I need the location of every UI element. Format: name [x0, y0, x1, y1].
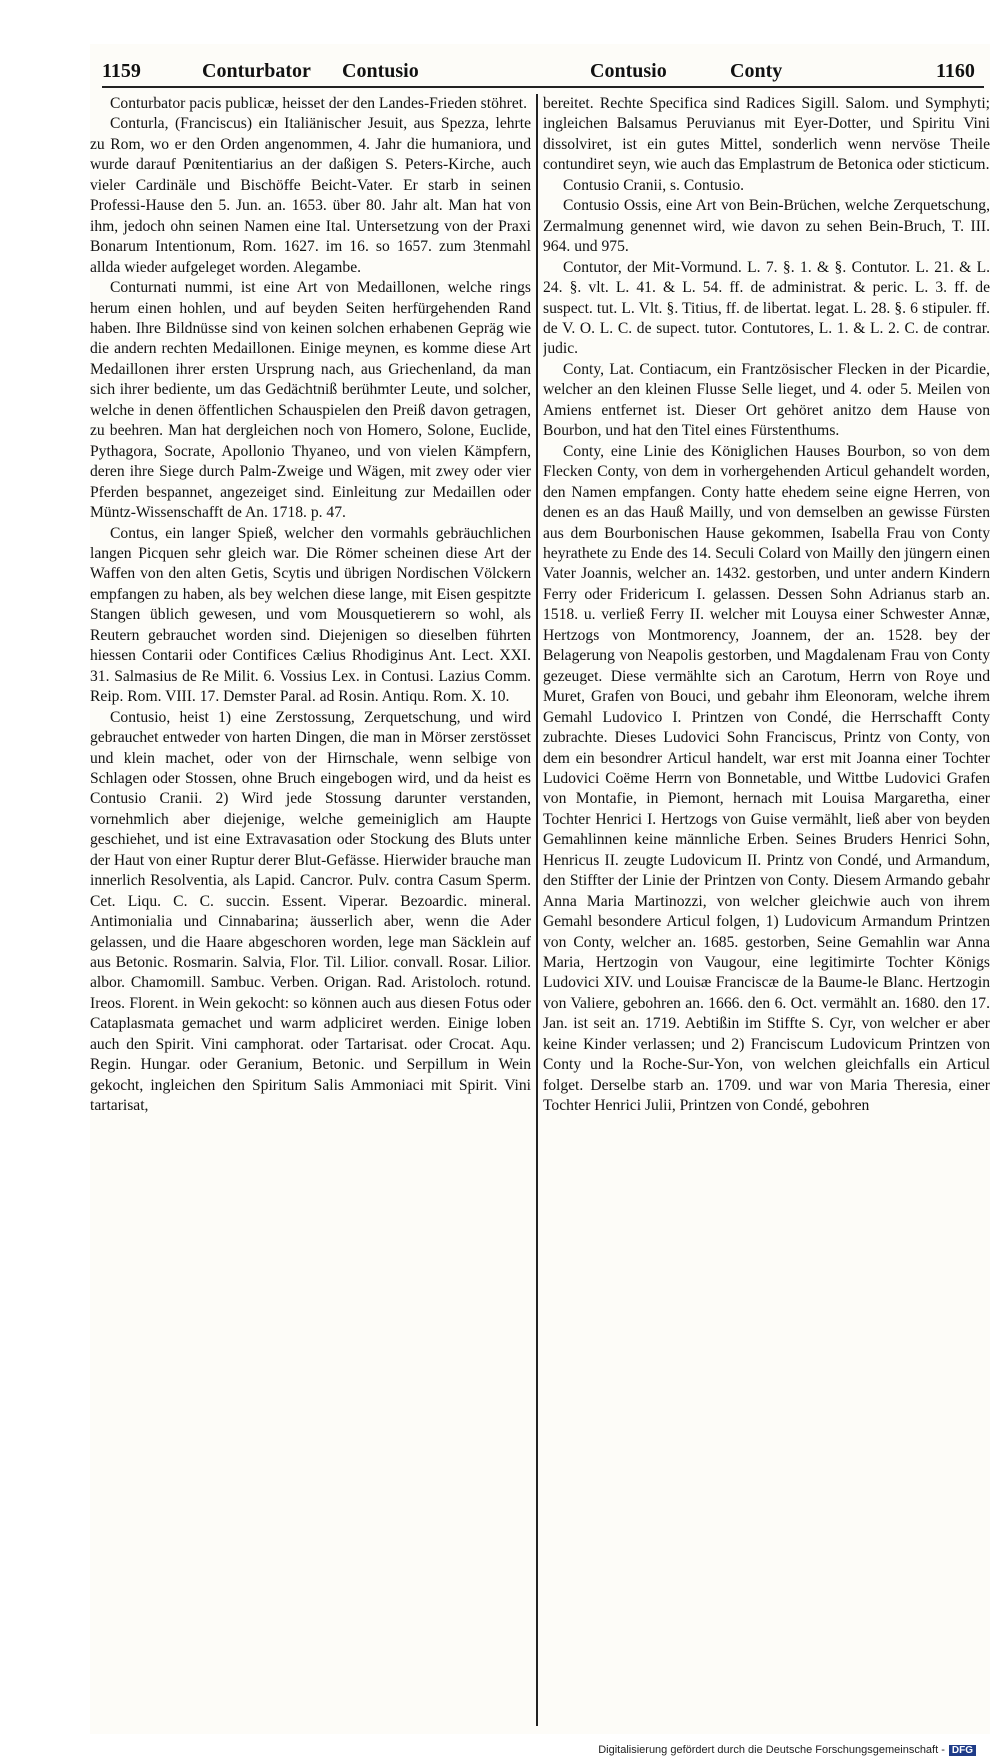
entry-conturla: Conturla, (Franciscus) ein Italiänischer Jesuit, aus Spezza, lehrte zu Rom, wo er den Orden angenommen, 4. Jahr die humaniora, und wurde darauf Pœnitentiarius an der daßigen S. Peters-Kirche, auch vieler Cardinäle und Bischöffe Beicht-Vater. Er starb in seinen Professi-Hause den 5. Jun. an. 1653. über 80. Jahr alt. Man hat von ihm, jedoch ohn seinen Namen eine Ital. Untersetzung von der Praxi Bonarum Intentionum, Rom. 1627. im 16. so 1657. zum 3tenmahl allda wieder aufgeleget worden. Alegambe.: [90, 115, 531, 276]
header-rule: [102, 86, 984, 88]
dfg-logo: DFG: [949, 1745, 976, 1756]
catchword-left-2: Contusio: [342, 60, 419, 82]
catchword-right-1: Contusio: [590, 60, 667, 82]
right-column: [543, 94, 990, 1724]
entry-contusio-cranii: Contusio Cranii, s. Contusio.: [563, 176, 745, 194]
column-divider: [536, 94, 538, 1726]
entry-conty-lineage: Conty, eine Linie des Königlichen Hauses Bourbon, so von dem Flecken Conty, von dem in vorhergehenden Articul gehandelt worden, den Namen empfangen. Conty hatte ehedem seine eigne Herren, von denen es an das Hauß Mailly, und von demselben an gewisse Fürsten aus dem Bourbonischen Hause gekommen, Isabella Frau von Conty heyrathete zu Ende des 14. Seculi Colard von Mailly den jüngern einen Vater Joannis, welcher an. 1432. gestorben, und unter andern Kindern Ferry oder Fridericum I. gelassen. Dessen Sohn Adrianus starb an. 1518. u. verließ Ferry II. welcher mit Louysa einer Schwester Annæ, Hertzogs von Montmorency, Joannem, der an. 1528. bey der Belagerung von Neapolis gestorben, und Magdalenam Frau von Conty gezeuget. Diese vermählte sich an Carotum, Herrn von Roye und Muret, Grafen von Bouci, und gebahr ihm Eleonoram, welche ihrem Gemahl Ludovico I. Printzen von Condé, die Herrschafft Conty zubrachte. Dieses Ludovici Sohn Franciscus, Printz von Conty, von dem ein besondrer Articul handelt, war erst mit Joanna einer Tochter Ludovici Coëme Herrn von Bonnetable, und Wittbe Ludovici Grafen von Montafie, in Piemont, hernach mit Louisa Margaretha, einer Tochter Henrici I. Hertzogs von Guise vermählt, ließ aber von beyden Gemahlinnen keine männliche Erben. Seines Bruders Henrici Sohn, Henricus II. zeugte Ludovicum II. Printz von Condé, und Armandum, den Stiffter der Linie der Printzen von Conty. Diesem Armando gebahr Anna Maria Martinozzi, von welcher gleichwie auch von ihrem Gemahl besondere Articul folgen, 1) Ludovicum Armandum Printzen von Conty, welcher an. 1685. gestorben, Seine Gemahlin war Anna Maria, Hertzogin von Vaugour, eine legitimirte Tochter Königs Ludovici XIV. und Louisæ Franciscæ de la Baume-le Blanc. Hertzogin von Valiere, gebohren an. 1666. den 6. Oct. vermählt an. 1680. den 17. Jan. ist seit an. 1719. Aebtißin im Stiffte S. Cyr, von welcher er aber keine Kinder verlassen; und 2) Franciscum Ludovicum Printzen von Conty und la Roche-Sur-Yon, von welchen gleichfalls ein Articul folget. Derselbe starb an. 1709. und war von Maria Theresia, einer Tochter Henrici Julii, Printzen von Condé, gebohren: [543, 442, 990, 1115]
entry-contutor: Contutor, der Mit-Vormund. L. 7. §. 1. & §. Contutor. L. 21. & L. 24. §. vlt. L. 41. & L. 54. ff. de administrat. & peric. L. 3. ff. de suspect. tut. L. Vlt. §. Titius, ff. de libertat. legat. L. 28. §. 6 stipuler. ff. de V. O. L. C. de supect. tutor. Contutores, L. 1. & L. 2. C. de contrar. judic.: [543, 258, 990, 358]
entry-contusio-ossis: Contusio Ossis, eine Art von Bein-Brüchen, welche Zerquetschung, Zermalmung genennet wird, wie davon zu sehen Bein-Bruch, T. III. 964. und 975.: [543, 197, 990, 256]
entry-contusio: Contusio, heist 1) eine Zerstossung, Zerquetschung, und wird gebrauchet entweder von harten Dingen, die man in Mörser zerstösset und klein machet, oder von der Hirnschale, wenn selbige von Schlagen oder Stossen, ohne Bruch eingebogen wird, und da heist es Contusio Cranii. 2) Wird jede Stossung darunter verstanden, vornehmlich aber diejenige, welche gemeiniglich am Haupte geschiehet, und ist eine Extravasation oder Stockung des Bluts unter der Haut von einer Ruptur derer Blut-Gefässe. Hierwider brauche man innerlich Resolventia, als Lapid. Cancror. Pulv. contra Casum Sperm. Cet. Liqu. C. C. succin. Essent. Viperar. Bezoardic. mineral. Antimonialia und Cinnabarina; äusserlich aber, wenn die Ader gelassen, und die Haare abgeschoren worden, lege man Säcklein auf aus Betonic. Rosmarin. Salvia, Flor. Til. Lilior. convall. Rosar. Lilior. albor. Chamomill. Sambuc. Verben. Origan. Rad. Aristoloch. rotund. Ireos. Florent. in Wein gekocht: so können auch aus diesen Fotus oder Cataplasmata gemachet und warm adpliciret werden. Einige loben auch den Spirit. Vini camphorat. oder Tartarisat. oder Crocat. Aqu. Regin. Hungar. oder Geranium, Betonic. und Serpillum in Wein gekocht, ingleichen den Spiritum Salis Ammoniaci mit Spirit. Vini tartarisat,: [90, 708, 531, 1115]
page-number-left: 1159: [102, 60, 141, 82]
entry-conty-place: Conty, Lat. Contiacum, ein Frantzösischer Flecken in der Picardie, welcher an den kleinen Flusse Selle lieget, und 4. oder 5. Meilen von Amiens entfernet ist. Dieser Ort gehöret anitzo dem Hause von Bourbon, und hat den Titel eines Fürstenthums.: [543, 360, 990, 440]
catchword-left-1: Conturbator: [202, 60, 311, 82]
entry-conturnati-nummi: Conturnati nummi, ist eine Art von Medaillonen, welche rings herum einen hohlen, und auf beyden Seiten herfürgehenden Rand haben. Ihre Bildnüsse sind von keinen solchen erhabenen Gepräg wie die andern rechten Medaillonen. Einige meynen, es komme diese Art Medaillonen ihrer ersten Ursprung nach, aus Griechenland, da man sich ihrer bediente, um das Gedächtniß berühmter Leute, und solcher, welche in denen öffentlichen Schauspielen den Preiß davon getragen, zu beehren. Man hat dergleichen noch von Homero, Solone, Euclide, Pythagora, Socrate, Apollonio Thyaneo, und von vielen Kämpfern, deren ihre Siege durch Palm-Zweige und Wägen, mit zwey oder vier Pferden bespannet, angezeiget sind. Einleitung zur Medaillen oder Müntz-Wissenschafft de An. 1718. p. 47.: [90, 279, 531, 522]
entry-contusio-continued: bereitet. Rechte Specifica sind Radices Sigill. Salom. und Symphyti; ingleichen Balsamus Peruvianus mit Eyer-Dotter, und Spiritu Vini dissolviret, ist ein gutes Mittel, sonderlich wenn nervöse Theile contundiret seyn, wie auch das Emplastrum de Betonica oder sticticum.: [543, 95, 990, 174]
digitization-credit: [598, 1744, 976, 1756]
page-number-right: 1160: [936, 60, 975, 82]
entry-contus: Contus, ein langer Spieß, welcher den vormahls gebräuchlichen langen Picquen sehr gleich war. Die Römer scheinen diese Art der Waffen von den alten Getis, Scytis und übrigen Nordischen Völckern empfangen zu haben, als bey welchen diese lange, mit Eisen gespitzte Stangen üblich gewesen, und vom Mousquetierern so wohl, als Reutern gebrauchet worden sind. Diejenigen so dieselben führten hiessen Contarii oder Contifices Cælius Rhodiginus Ant. Lect. XXI. 31. Salmasius de Re Milit. 6. Vossius Lex. in Contusi. Lazius Comm. Reip. Rom. VIII. 17. Demster Paral. ad Rosin. Antiqu. Rom. X. 10.: [90, 524, 531, 706]
left-column: [90, 94, 531, 1724]
scanned-page: [90, 44, 990, 1734]
credit-text: Digitalisierung gefördert durch die Deutsche Forschungsgemeinschaft -: [598, 1744, 945, 1756]
catchword-right-2: Conty: [730, 60, 783, 82]
entry-conturbator: Conturbator pacis publicæ, heisset der den Landes-Frieden stöhret.: [110, 95, 528, 112]
